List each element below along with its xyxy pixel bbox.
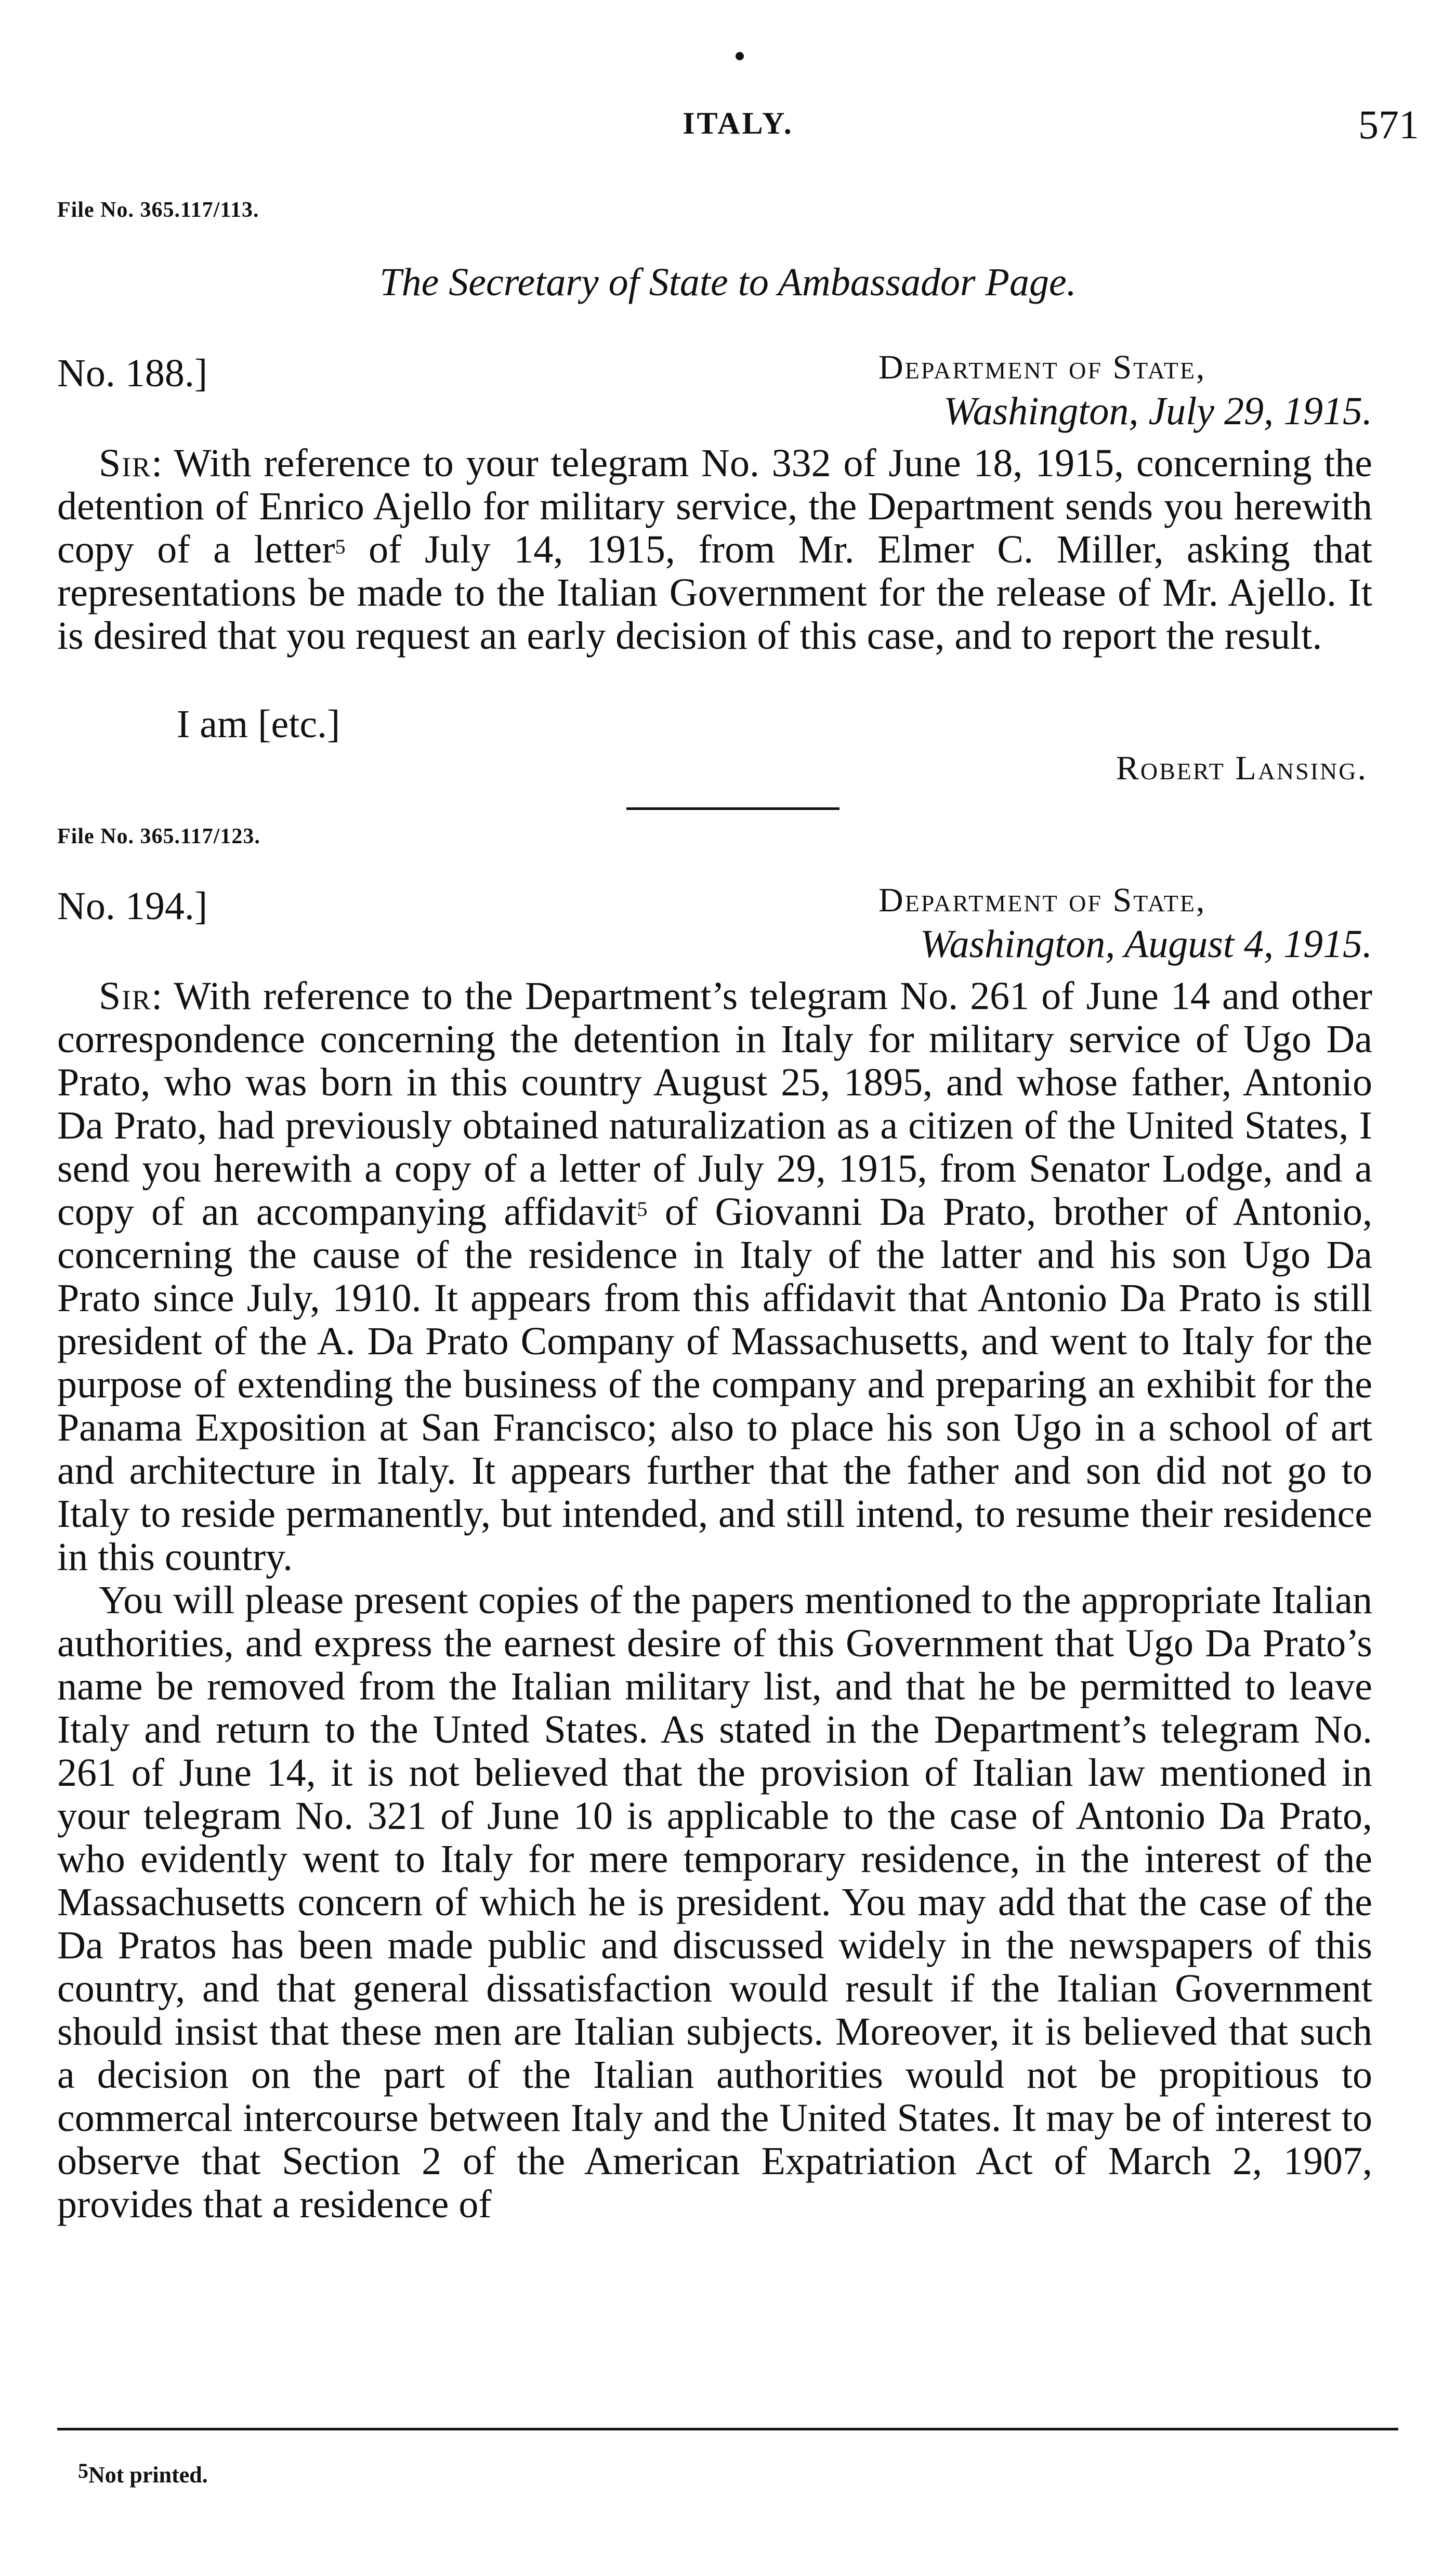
footnote-rule (57, 2428, 1398, 2430)
paragraph-1 (57, 442, 1372, 658)
dispatch-number-1: No. 188.] (57, 351, 208, 395)
file-number-2: File No. 365.117/123. (57, 825, 260, 848)
footnote-ref-1: 5 (335, 535, 346, 558)
footnote-ref-2: 5 (637, 1197, 648, 1221)
paragraph-2a (57, 975, 1372, 1579)
letter-body-2 (57, 975, 1372, 2226)
footnote-marker: 5 (78, 2459, 88, 2482)
page-header (57, 101, 1419, 159)
dispatch-header-2 (57, 879, 1372, 972)
place-date-1: Washington, July 29, 1915. (943, 389, 1372, 433)
print-dot (736, 52, 744, 60)
body-text-1a: : With reference to your telegram No. 332 of June 18, 1915, concerning the detention of Enrico Ajello for military service, the Department sends you herewith copy of a letter (57, 441, 1372, 571)
page-number: 571 (1358, 102, 1419, 147)
letter-body-1 (57, 442, 1372, 658)
department-name-1: Department of State, (878, 348, 1206, 386)
body-text-2a: : With reference to the Department’s telegram No. 261 of June 14 and other correspondence concerning the detention in Italy for military service of Ugo Da Prato, who was born in this country August 25, 1895, and whose father, Antonio Da Prato, had previously obtained naturalization as a citizen of the United States, I send you herewith a copy of a letter of July 29, 1915, from Senator Lodge, and a copy of an accompanying affidavit (57, 974, 1372, 1234)
salutation-2: Sir (99, 974, 152, 1018)
department-name-2: Department of State, (878, 881, 1206, 919)
section-divider (626, 807, 840, 810)
body-text-2b: of Giovanni Da Prato, brother of Antonio, concerning the cause of the residence in Italy of the latter and his son Ugo Da Prato since July, 1910. It appears from this affidavit that Antonio Da Prato is still president of the A. Da Prato Company of Massachusetts, and went to Italy for the purpose of extending the business of the company and preparing an exhibit for the Panama Exposition at San Francisco; also to place his son Ugo in a school of art and architecture in Italy. It appears further that the father and son did not go to Italy to reside permanently, but intended, and still intend, to resume their residence in this country. (57, 1190, 1372, 1579)
paragraph-2b: You will please present copies of the papers mentioned to the appropriate Italian authorities, and express the earnest desire of this Government that Ugo Da Prato’s name be removed from the Italian military list, and that he be permitted to leave Italy and return to the Unted States. As stated in the Department’s telegram No. 261 of June 14, it is not believed that the provision of Italian law mentioned in your telegram No. 321 of June 10 is applicable to the case of Antonio Da Prato, who evidently went to Italy for mere temporary residence, in the interest of the Massachusetts concern of which he is president. You may add that the case of the Da Pratos has been made public and discussed widely in the newspapers of this country, and that general dissatisfaction would result if the Italian Government should insist that these men are Italian subjects. Moreover, it is believed that such a decision on the part of the Italian authorities would not be propitious to commercal intercourse between Italy and the United States. It may be of interest to observe that Section 2 of the American Expatriation Act of March 2, 1907, provides that a residence of (57, 1578, 1372, 2226)
signature-1: Robert Lansing. (1116, 749, 1368, 787)
document-title: The Secretary of State to Ambassador Page. (379, 260, 1077, 304)
footnote (78, 2459, 208, 2488)
dispatch-header-1 (57, 346, 1372, 439)
file-number-1: File No. 365.117/113. (57, 198, 259, 222)
body-text-1b: of July 14, 1915, from Mr. Elmer C. Miller, asking that representations be made to the Italian Government for the release of Mr. Ajello. It is desired that you request an early decision of this case, and to report the result. (57, 528, 1372, 658)
footnote-text: Not printed. (88, 2462, 208, 2488)
dept-block-2 (827, 879, 1372, 966)
salutation-1: Sir (99, 441, 152, 485)
running-head: ITALY. (683, 106, 794, 140)
place-date-2: Washington, August 4, 1915. (920, 922, 1372, 966)
dispatch-number-2: No. 194.] (57, 884, 208, 928)
dept-block-1 (827, 346, 1372, 433)
closing-1: I am [etc.] (177, 702, 340, 746)
